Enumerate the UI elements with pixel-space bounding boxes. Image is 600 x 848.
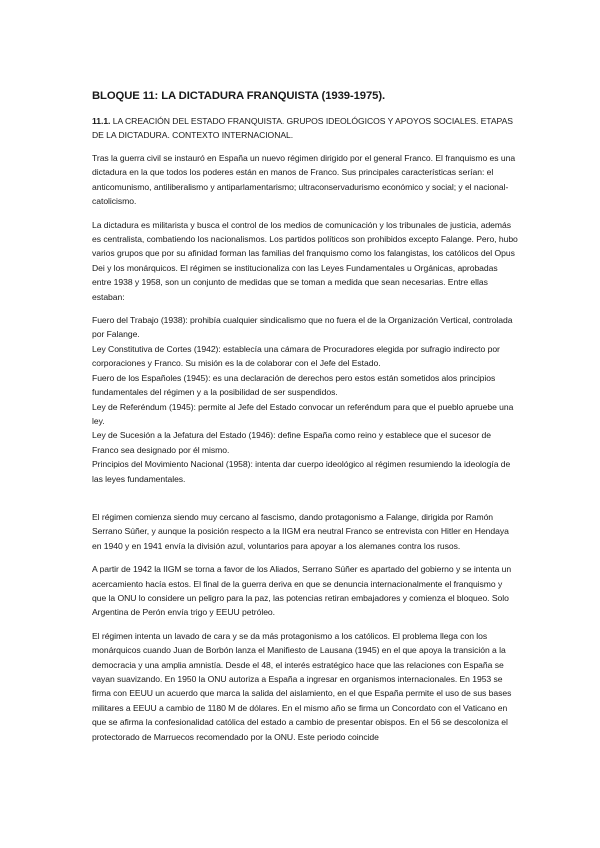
paragraph-allies: A partir de 1942 la IIGM se torna a favor de los Aliados, Serrano Súñer es apartado del gobierno y se intenta un acercamiento hacía estos. El final de la guerra deriva en que se denuncia internacionalmente el franquismo y que la ONU lo considere un peligro para la paz, las potencias retiran embajadores y comienza el bloqueo. Solo Argentina de Perón envía trigo y EEUU petróleo. (92, 564, 512, 618)
document-title: BLOQUE 11: LA DICTADURA FRANQUISTA (1939-1975). (92, 90, 386, 102)
law-item-fuero-espanoles: Fuero de los Españoles (1945): es una declaración de derechos pero estos están sometidos alos principios fundamentales del régimen y a la posibilidad de ser suspendidos. (92, 372, 496, 398)
law-item-ley-sucesion: Ley de Sucesión a la Jefatura del Estado (1946): define España como reino y establece que el sucesor de Franco sea designado por él mismo. (92, 430, 492, 455)
law-item-fuero-trabajo: Fuero del Trabajo (1938): prohibía cualquier sindicalismo que no fuera el de la Organización Vertical, controlada por Falange. (92, 315, 513, 340)
paragraph-dictatorship: La dictadura es militarista y busca el control de los medios de comunicación y los tribunales de justicia, además es centralista, combatiendo los nacionalismos. Los partidos políticos son prohibidos excepto Falange. Pero, hubo varios grupos que por su afinidad forman las familias del franquismo como los falangistas, los católicos del Opus Dei y los monárquicos. El régimen se institucionaliza con las Leyes Fundamentales u Orgánicas, aprobadas entre 1938 y 1958, son un conjunto de medidas que se toman a medida que sean necesarias. Entre ellas estaban: (92, 219, 518, 302)
section-number: 11.1. (92, 116, 111, 126)
law-item-ley-referendum: Ley de Referéndum (1945): permite al Jefe del Estado convocar un referéndum para que el pueblo apruebe una ley. (92, 401, 514, 426)
paragraph-intro: Tras la guerra civil se instauró en España un nuevo régimen dirigido por el general Franco. El franquismo es una dictadura en la que todos los poderes están en manos de Franco. Sus principales características serían: el anticomunismo, antiliberalismo y antiparlamentarismo; ultraconservadurismo económico y social; y el nacional-catolicismo. (92, 153, 516, 207)
paragraph-fascism: El régimen comienza siendo muy cercano al fascismo, dando protagonismo a Falange, dirigida por Ramón Serrano Súñer, y aunque la posición respecto a la IIGM era neutral Franco se entrevista con Hitler en Hendaya en 1940 y en 1941 envía la división azul, voluntarios para apoyar a los alemanes contra los rusos. (92, 511, 509, 551)
section-heading (92, 114, 518, 142)
section-heading-text: LA CREACIÓN DEL ESTADO FRANQUISTA. GRUPOS IDEOLÓGICOS Y APOYOS SOCIALES. ETAPAS DE LA DICTADURA. CONTEXTO INTERNACIONAL. (92, 116, 513, 140)
paragraph-catholics: El régimen intenta un lavado de cara y se da más protagonismo a los católicos. El problema llega con los monárquicos cuando Juan de Borbón lanza el Manifiesto de Lausana (1945) en el que apoya la transición a la democracia y una amplia amnistía. Desde el 48, el interés estratégico hace que las relaciones con España se vayan suavizando. En 1950 la ONU autoriza a España a ingresar en organismos internacionales. En 1953 se firma con EEUU un acuerdo que marca la salida del aislamiento, en el que España permite el uso de sus bases militares a EEUU a cambio de 1180 M de dólares. En el mismo año se firma un Concordato con el Vaticano en que se afirma la confesionalidad católica del estado a cambio de presentar obispos. En el 56 se descoloniza el protectorado de Marruecos recomendado por la ONU. Este periodo coincide (92, 630, 512, 742)
law-item-principios-movimiento: Principios del Movimiento Nacional (1958): intenta dar cuerpo ideológico al régimen resumiendo la ideología de las leyes fundamentales. (92, 459, 511, 484)
fundamental-laws-list (92, 313, 518, 486)
law-item-ley-cortes: Ley Constitutiva de Cortes (1942): establecía una cámara de Procuradores elegida por sufragio indirecto por corporaciones y Franco. Su misión es la de colaborar con el Jefe del Estado. (92, 343, 500, 369)
spacer (92, 495, 518, 510)
document-page (92, 90, 518, 753)
